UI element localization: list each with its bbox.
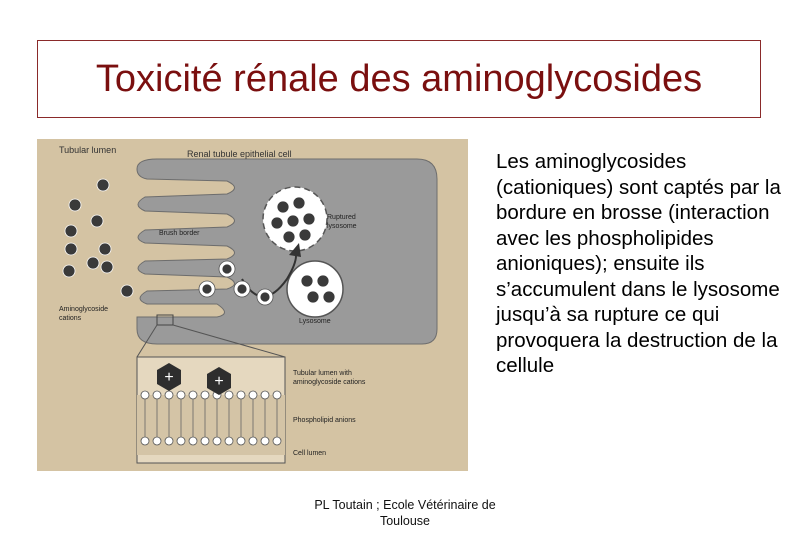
slide-body-text: Les aminoglycosides (cationiques) sont captés par la bordure en brosse (interaction avec les phospholipides anioniques); ensuite ils s’accumulent dans le lysosome jusqu’à sa rupture ce qui provoquera la destruction de la cellule (496, 150, 781, 377)
label-cell-lumen: Cell lumen (293, 450, 327, 457)
label-ruptured-2: lysosome (327, 223, 357, 230)
label-brush-border: Brush border (159, 230, 200, 237)
svg-text:+: + (164, 369, 174, 386)
label-phospholipid-anions: Phospholipid anions (293, 417, 356, 424)
label-aminoglycoside-2: cations (59, 315, 82, 322)
label-lumen-cations-2: aminoglycoside cations (293, 379, 366, 386)
slide-title: Toxicité rénale des aminoglycosides (95, 57, 703, 100)
textbook-figure-photo (37, 139, 468, 471)
label-ruptured-1: Ruptured (327, 214, 356, 221)
title-frame (37, 40, 761, 118)
label-lumen-cations-1: Tubular lumen with (293, 370, 352, 377)
label-aminoglycoside-1: Aminoglycoside (59, 306, 109, 313)
svg-text:+: + (214, 373, 224, 390)
label-epithelial-cell: Renal tubule epithelial cell (187, 149, 292, 159)
label-tubular-lumen: Tubular lumen (59, 145, 117, 155)
slide-footer: PL Toutain ; Ecole Vétérinaire de Toulouse (314, 498, 496, 528)
label-lysosome: Lysosome (299, 318, 331, 325)
lysosome (287, 261, 343, 317)
